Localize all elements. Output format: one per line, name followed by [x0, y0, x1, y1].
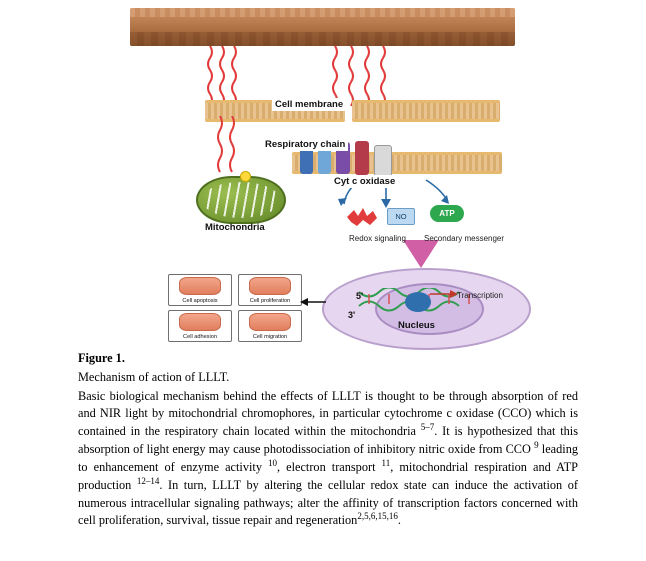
cytochrome-c-oxidase-icon	[355, 141, 369, 175]
cell-proliferation-icon	[249, 277, 291, 295]
outcome-box-cell-adhesion	[168, 310, 232, 342]
cell-adhesion-icon	[179, 313, 221, 331]
label-mitochondria: Mitochondria	[205, 222, 265, 233]
light-rays-icon	[200, 46, 330, 106]
light-rays-icon-2	[325, 46, 475, 106]
caption-text-6: , electron transport	[277, 459, 382, 474]
complex-ii-icon	[318, 148, 331, 174]
label-three-prime: 3'	[348, 310, 356, 320]
atp-synthase-icon	[374, 145, 392, 177]
cell-membrane-right	[352, 100, 500, 122]
outcome-label: Cell apoptosis	[182, 298, 218, 304]
caption-text-2: . It is hypothesized that this absorption of light energy may cause photodissociation of inhibitory nitric oxide from CCO	[78, 424, 578, 457]
label-redox-signaling: Redox signaling	[349, 234, 406, 243]
label-cell-membrane: Cell membrane	[272, 98, 346, 111]
transcription-arrow	[430, 288, 460, 300]
outcome-label: Cell migration	[252, 334, 288, 340]
citation-ref-6: 2,5,6,15,16	[357, 511, 398, 522]
caption-text-10: . In turn, LLLT by altering the cellular redox state can induce the activation of numerous intracellular signaling pathways; alter the affinity of transcription factors concerned with cell proliferation, survival, tissue repair and regeneration	[78, 477, 578, 528]
outcome-arrow	[300, 296, 326, 308]
figure-title: Mechanism of action of LLLT.	[78, 369, 230, 384]
caption-text-4: leading to enhancement of enzyme activity	[78, 442, 578, 474]
citation-ref-4: 11	[381, 457, 391, 468]
outcome-label: Cell adhesion	[183, 334, 217, 340]
skin-tissue-graphic	[130, 8, 515, 46]
label-cyt-c-oxidase: Cyt c oxidase	[331, 175, 398, 188]
label-secondary-messenger: Secondary messenger	[424, 234, 505, 243]
citation-ref-3: 10	[268, 457, 278, 468]
figure-number: Figure 1.	[78, 351, 125, 365]
signal-funnel-icon	[403, 240, 439, 268]
atp-badge: ATP	[430, 205, 464, 222]
citation-ref-2: 9	[534, 440, 539, 451]
outcome-label: Cell proliferation	[249, 298, 291, 304]
caption-text-0: Basic biological mechanism behind the effects of LLLT is thought to be through absorption of red and NIR light by mitochondrial chromophores, in particular cytochrome c oxidase (CCO) which is contained in the respiratory chain located within the mitochondria	[78, 388, 578, 439]
label-transcription: Transcription	[457, 291, 503, 300]
citation-ref-1: 5–7	[420, 422, 435, 433]
label-five-prime: 5'	[356, 291, 364, 301]
rna-polymerase-icon	[405, 292, 431, 312]
light-rays-icon-3	[212, 116, 252, 178]
mitochondria-graphic	[196, 176, 286, 224]
caption-text-12: .	[397, 513, 401, 528]
caption-text-8: , mitochondrial respiration and ATP production	[78, 459, 578, 492]
figure-body-text	[78, 388, 578, 531]
nitric-oxide-badge: NO	[387, 208, 415, 225]
cell-apoptosis-icon	[179, 277, 221, 295]
outcome-box-cell-apoptosis	[168, 274, 232, 306]
outcome-box-cell-migration	[238, 310, 302, 342]
outcome-box-cell-proliferation	[238, 274, 302, 306]
figure-caption	[78, 350, 578, 530]
label-nucleus: Nucleus	[398, 320, 435, 331]
label-respiratory-chain: Respiratory chain	[262, 138, 348, 151]
citation-ref-5: 12–14	[136, 475, 160, 486]
cell-migration-icon	[249, 313, 291, 331]
mitochondria-highlight-dot	[240, 171, 251, 182]
